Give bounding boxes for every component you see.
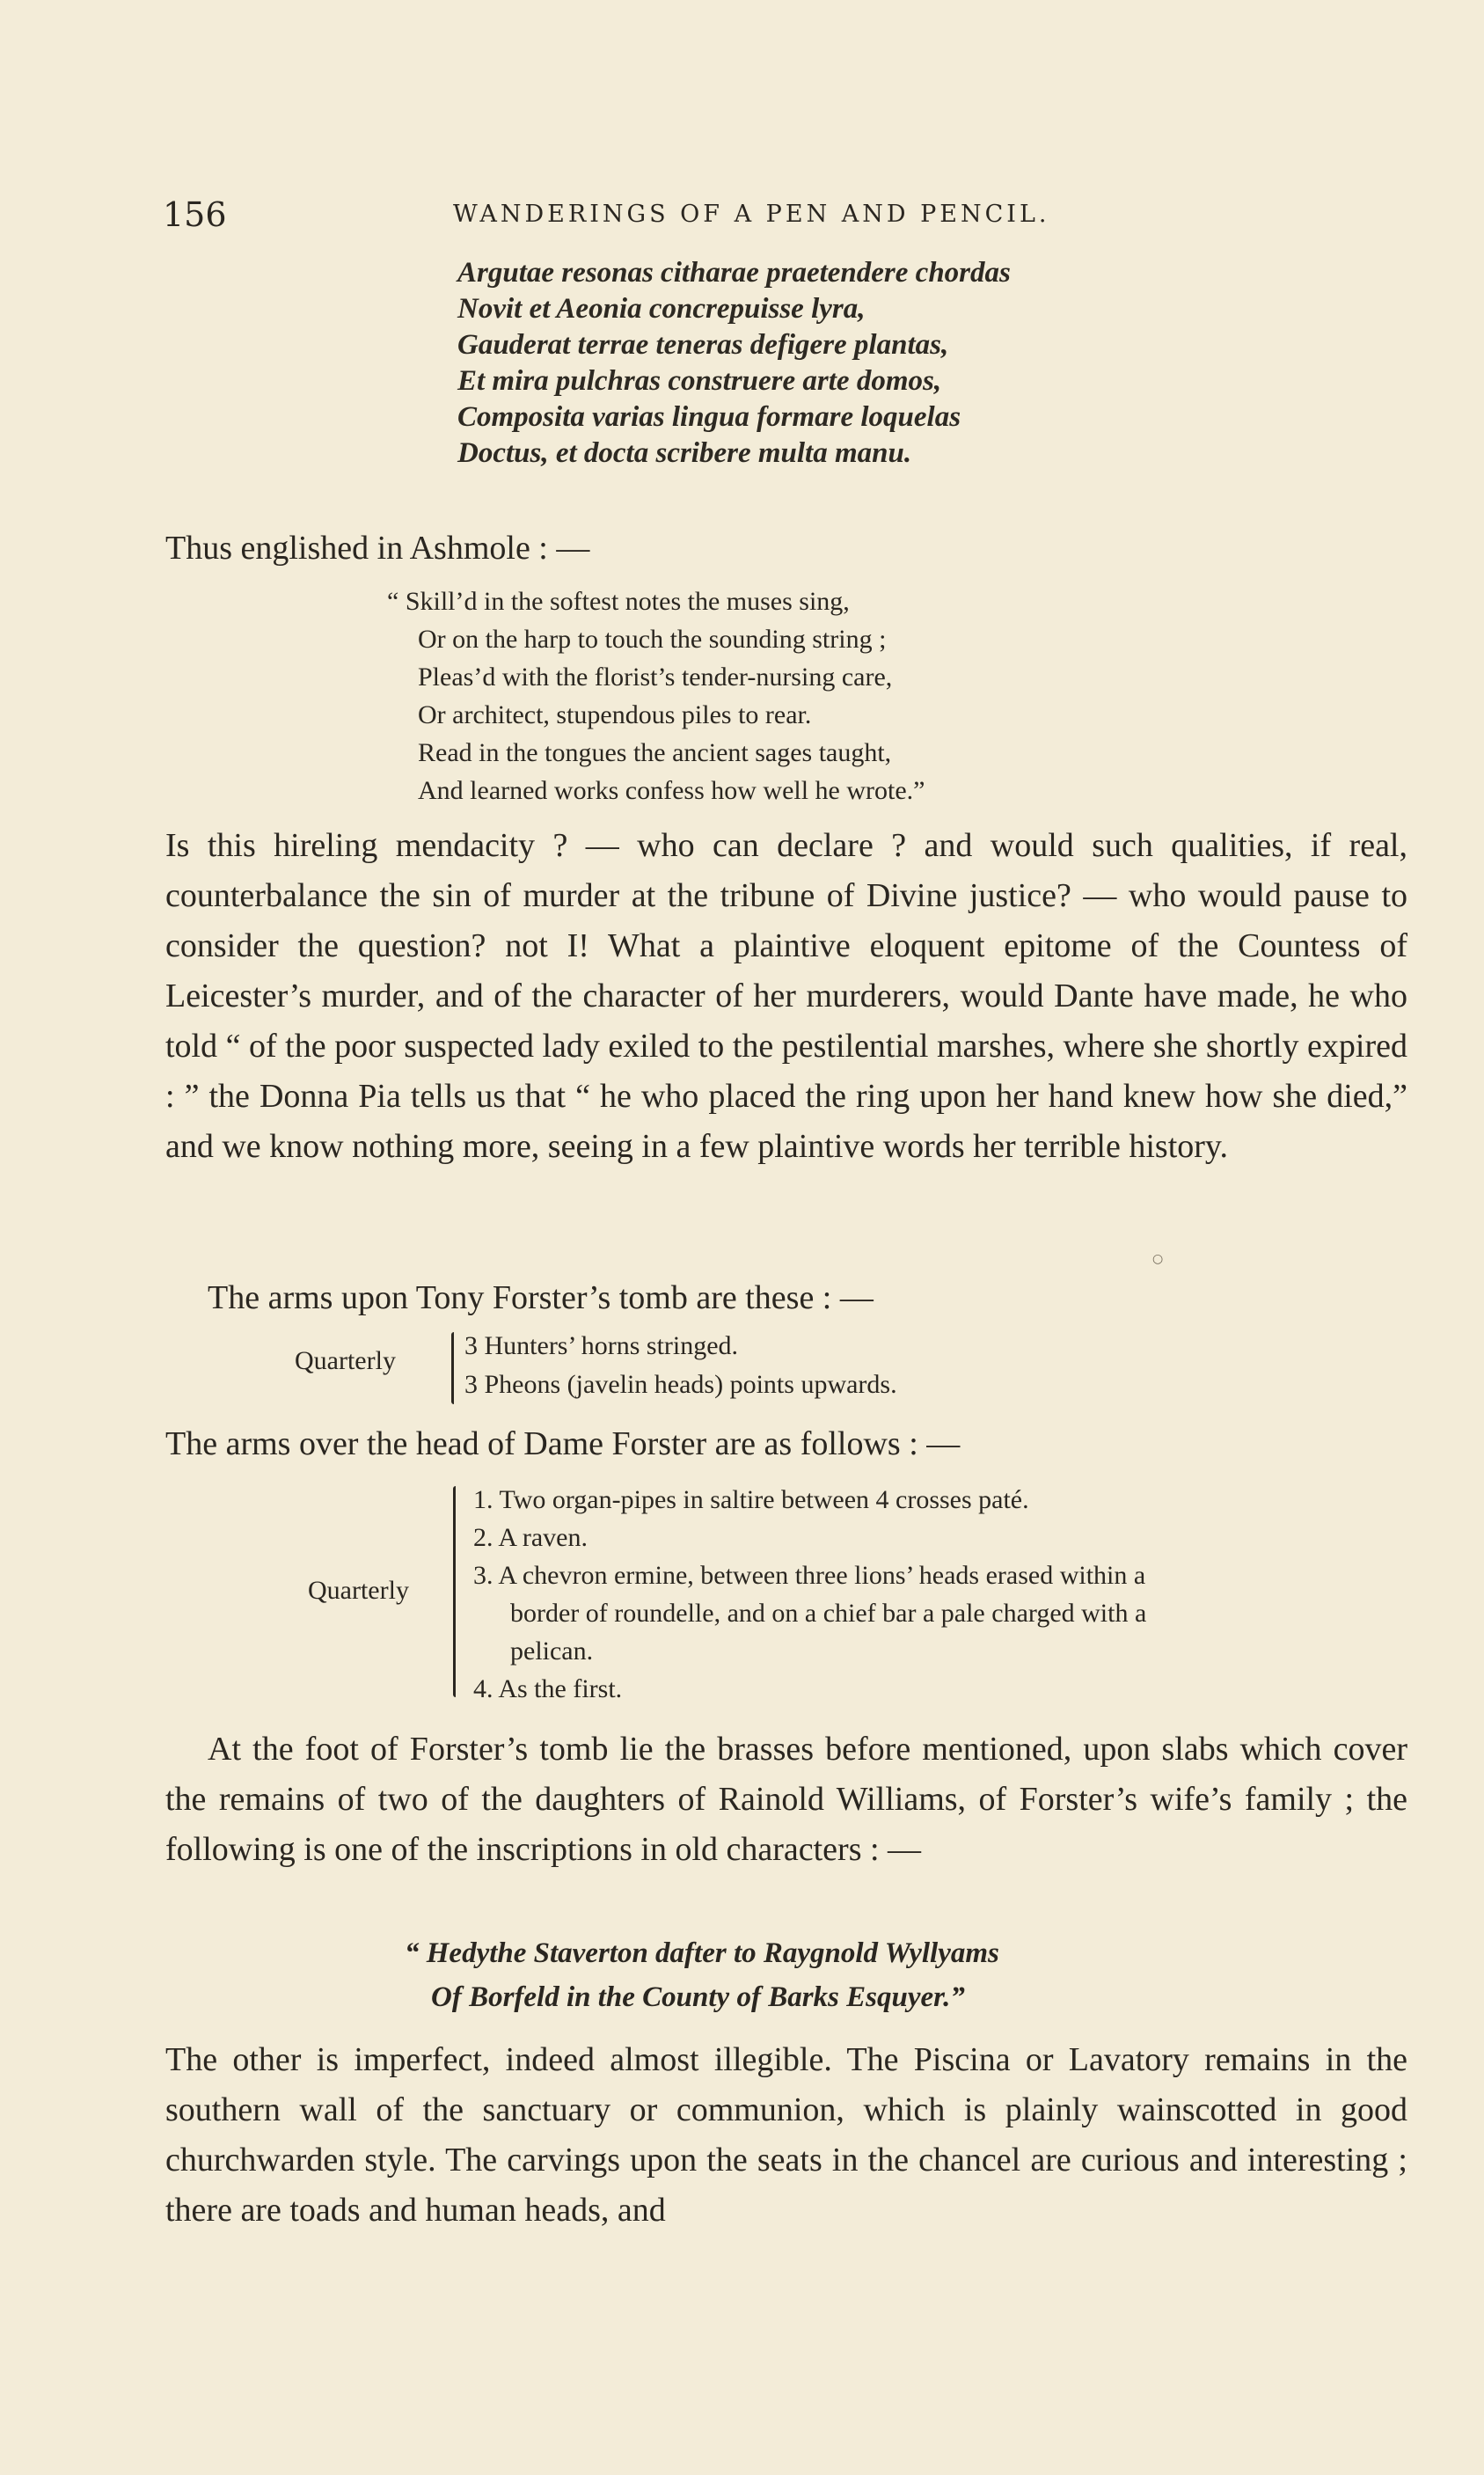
arms-tony-forster [295,1327,1086,1406]
dame-intro-text: The arms over the head of Dame Forster are as follows : — [165,1425,961,1462]
latin-verse-line: Gauderat terrae teneras defigere plantas, [457,329,949,361]
tony-forster-intro [165,1273,1407,1323]
brace-icon [451,1332,454,1404]
arms-item: 3. A chevron ermine, between three lions’ heads erased within a [473,1561,1146,1590]
arms-item: 4. As the first. [473,1674,623,1703]
main-paragraph-1 [165,821,1407,1172]
main-paragraph-3 [165,2035,1407,2236]
inscription-line: “ Hedythe Staverton dafter to Raygnold Wyllyams [405,1937,999,1969]
english-verse [387,582,925,809]
arms-item: 2. A raven. [473,1523,588,1552]
latin-verse-line: Composita varias lingua formare loquelas [457,401,961,433]
arms-label: Quarterly [308,1576,409,1605]
paragraph-1-text: Is this hireling mendacity ? — who can declare ? and would such qualities, if real, counterbalance the sin of murder at the tribune of Divine justice? — who would pause to consider the question? not I! What a plaintive eloquent epitome of the Countess of Leicester’s murder, and of the character of her murderers, would Dante have made, he who told “ of the poor suspected lady exiled to the pestilential marshes, where she shortly expired : ” the Donna Pia tells us that “ he who placed the ring upon her hand knew how she died,” and we know nothing more, seeing in a few plaintive words her terrible history. [165,827,1407,1165]
tony-intro-text: The arms upon Tony Forster’s tomb are these : — [208,1279,874,1316]
brace-icon [453,1486,456,1697]
english-verse-line: Or architect, stupendous piles to rear. [418,700,812,729]
english-verse-line: Or on the harp to touch the sounding string ; [418,625,887,654]
latin-verse-line: Argutae resonas citharae praetendere chordas [457,257,1011,289]
paragraph-2-text: At the foot of Forster’s tomb lie the brasses before mentioned, upon slabs which cover the remains of two of the daughters of Rainold Williams, of Forster’s wife’s family ; the following is one of the inscriptions in old characters : — [165,1731,1407,1868]
latin-verse-line: Novit et Aeonia concrepuisse lyra, [457,293,866,325]
arms-items [464,1327,897,1404]
main-paragraph-2 [165,1724,1407,1875]
english-verse-line: “ Skill’d in the softest notes the muses sing, [387,587,850,616]
arms-items [473,1481,1371,1708]
arms-item: 1. Two organ-pipes in saltire between 4 crosses paté. [473,1485,1029,1514]
running-title: WANDERINGS OF A PEN AND PENCIL. [453,201,1050,228]
arms-item: pelican. [510,1637,594,1666]
arms-item: border of roundelle, and on a chief bar a pale charged with a [510,1599,1147,1628]
latin-verse [457,255,1011,472]
english-verse-line: And learned works confess how well he wrote.” [418,776,925,805]
arms-item: 3 Pheons (javelin heads) points upwards. [464,1370,897,1399]
inscription [405,1931,999,2019]
latin-verse-line: Doctus, et docta scribere multa manu. [457,437,912,469]
intro-english-text: Thus englished in Ashmole : — [165,530,590,567]
dame-forster-intro [165,1419,1407,1469]
latin-verse-line: Et mira pulchras construere arte domos, [457,365,942,397]
stray-mark-icon: ○ [1152,1252,1164,1266]
page-number: 156 [163,195,227,234]
arms-item: 3 Hunters’ horns stringed. [464,1331,739,1360]
inscription-line: Of Borfeld in the County of Barks Esquyer.” [431,1981,965,2013]
arms-label: Quarterly [295,1346,396,1375]
intro-english-paragraph [165,524,1407,574]
paragraph-3-text: The other is imperfect, indeed almost illegible. The Piscina or Lavatory remains in the southern wall of the sanctuary or communion, which is plainly wainscotted in good churchwarden style. The carvings upon the seats in the chancel are curious and interesting ; there are toads and human heads, and [165,2041,1407,2229]
english-verse-line: Read in the tongues the ancient sages taught, [418,738,892,767]
running-head [163,195,1409,239]
arms-dame-forster [308,1481,1407,1710]
english-verse-line: Pleas’d with the florist’s tender-nursing care, [418,663,893,692]
